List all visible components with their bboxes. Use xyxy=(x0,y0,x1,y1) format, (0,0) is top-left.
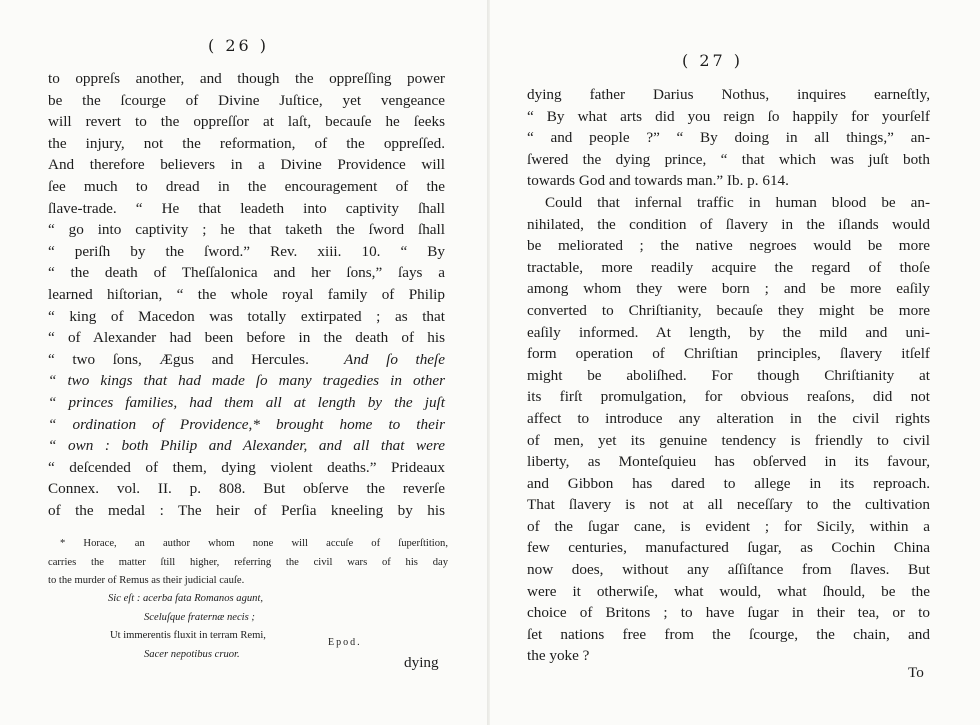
text-line: “ of Alexander had been before in the death of his xyxy=(48,329,445,347)
text-line: ſwered the dying prince, “ that which was juſt both xyxy=(527,150,930,168)
text-line-italic xyxy=(48,370,445,392)
text-line: were it otherwiſe, what would, what ſhould, be the xyxy=(527,582,930,600)
text-line xyxy=(48,349,445,371)
italic-text: “ two kings that had made ſo many tragedies in other xyxy=(48,372,445,390)
text-line: of the medal : The heir of Perſia kneeling by his xyxy=(48,501,445,519)
text-line: And therefore believers in a Divine Providence will xyxy=(48,156,445,174)
text-line: “ deſcended of them, dying violent deaths.” Prideaux xyxy=(48,458,445,476)
text-line: of the ſugar cane, is evident ; for Sicily, within a xyxy=(527,517,930,535)
footnote-line: to the murder of Remus as their judicial cauſe. xyxy=(48,575,245,586)
page-body-text xyxy=(527,84,930,667)
text-line-italic xyxy=(48,435,445,457)
text-line: of men, yet its genuine tendency is friendly to civil xyxy=(527,431,930,449)
text-line: choice of Britons ; to have ſugar in their tea, or to xyxy=(527,604,930,622)
text-line: ſee much to dread in the encouragement of the xyxy=(48,177,445,195)
catchword: dying xyxy=(404,654,439,671)
text-line: form operation of Chriſtian principles, ſlavery itſelf xyxy=(527,345,930,363)
text-line-italic xyxy=(48,414,445,436)
verse-line: Sic eſt : acerba fata Romanos agunt, xyxy=(108,593,264,604)
italic-text: “ princes families, had them all at length by the juſt xyxy=(48,393,445,411)
page-number: ( 26 ) xyxy=(208,36,270,55)
text-line: affect to introduce any alteration in the civil rights xyxy=(527,409,930,427)
text-line: That ſlavery is not at all neceſſary to the cultivation xyxy=(527,496,930,514)
text-line: ſlave-trade. “ He that leadeth into captivity ſhall xyxy=(48,199,445,217)
text-segment: “ two ſons, Ægus and Hercules. xyxy=(48,350,309,368)
verse-line: Ut immerentis fluxit in terram Remi, xyxy=(110,630,266,641)
text-line: “ and people ?” “ By doing in all things,” an- xyxy=(527,129,930,147)
text-line: and Gibbon has dared to allege in its reproach. xyxy=(527,474,930,492)
text-line: dying father Darius Nothus, inquires earneſtly, xyxy=(527,86,930,103)
text-line: liberty, as Monteſquieu has obſerved in its favour, xyxy=(527,453,930,471)
text-line: its firſt promulgation, for obvious reaſons, did not xyxy=(527,388,930,406)
text-line: be the ſcourge of Divine Juſtice, yet vengeance xyxy=(48,91,445,109)
text-line-italic xyxy=(48,392,445,414)
text-line: eaſily informed. At length, by the mild and uni- xyxy=(527,323,930,341)
text-line: “ periſh by the ſword.” Rev. xiii. 10. “ By xyxy=(48,242,445,260)
catchword: To xyxy=(908,664,924,681)
text-line: “ By what arts did you reign ſo happily for yourſelf xyxy=(527,107,930,125)
verse-line: Sacer nepotibus cruor. xyxy=(144,648,240,660)
text-line: will revert to the oppreſſor at laſt, becauſe he ſeeks xyxy=(48,113,445,131)
text-line: Connex. vol. II. p. 808. But obſerve the reverſe xyxy=(48,480,445,498)
text-line: converted to Chriſtianity, becauſe they might be more xyxy=(527,301,930,319)
latin-verse xyxy=(108,590,408,664)
footnote xyxy=(48,535,448,591)
italic-text: “ own : both Philip and Alexander, and all that were xyxy=(48,437,445,455)
text-line: nihilated, the condition of ſlavery in the iſlands would xyxy=(527,215,930,233)
text-line: the injury, not the reformation, of the oppreſſed. xyxy=(48,134,445,152)
italic-text: “ ordination of Providence,* brought home to their xyxy=(48,415,445,433)
text-line: towards God and towards man.” Ib. p. 614. xyxy=(527,172,789,190)
text-line: tractable, more readily acquire the regard of thoſe xyxy=(527,258,930,276)
text-line: few centuries, manufactured ſugar, as Cochin China xyxy=(527,539,930,557)
text-line: might be aboliſhed. For though Chriſtianity at xyxy=(527,366,930,384)
footnote-line: carries the matter ſtill higher, referring the civil wars of his day xyxy=(48,556,448,568)
verse-line: Sceluſque fraternæ necis ; xyxy=(144,611,255,623)
text-line: learned hiſtorian, “ the whole royal family of Philip xyxy=(48,285,445,303)
text-line: be meliorated ; the native negroes would be more xyxy=(527,237,930,255)
right-page xyxy=(490,0,980,725)
footnote-line: * Horace, an author whom none will accuſe of ſuperſtition, xyxy=(60,538,448,549)
text-line: the yoke ? xyxy=(527,647,590,665)
text-line: “ the death of Theſſalonica and her ſons,” ſays a xyxy=(48,264,445,282)
text-line: to oppreſs another, and though the oppreſſing power xyxy=(48,70,445,87)
page-body-text xyxy=(48,68,445,521)
page-number: ( 27 ) xyxy=(682,51,744,70)
italic-text: And ſo theſe xyxy=(344,350,446,368)
text-line: now does, without any aſſiſtance from ſlaves. But xyxy=(527,561,930,579)
text-line: “ go into captivity ; he that taketh the ſword ſhall xyxy=(48,221,445,239)
text-line: “ king of Macedon was totally extirpated ; as that xyxy=(48,307,445,325)
verse-source: Epod. xyxy=(328,637,362,648)
text-line: ſet nations free from the ſcourge, the chain, and xyxy=(527,625,930,643)
text-line: Could that infernal traffic in human blood be an- xyxy=(545,193,930,211)
text-line: among whom they were born ; and be more eaſily xyxy=(527,280,930,298)
